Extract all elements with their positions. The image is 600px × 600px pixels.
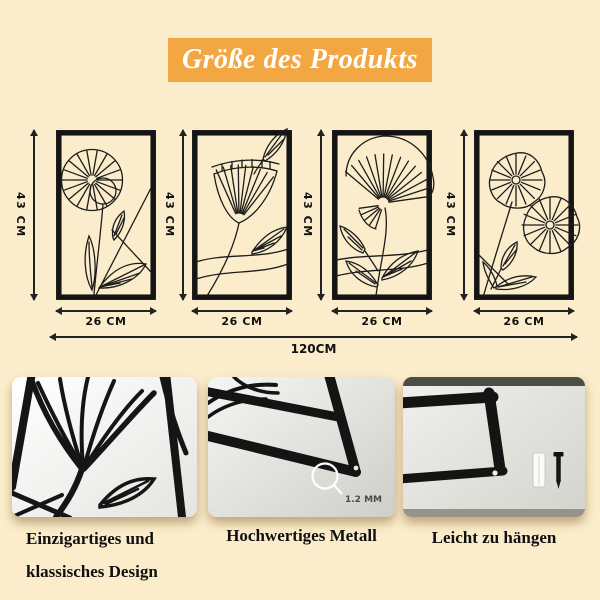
- height-label-2: 43 CM: [163, 192, 176, 238]
- wall-art-panel-3: [332, 130, 432, 300]
- height-arrow-4: [463, 130, 465, 300]
- width-arrow-2: [192, 310, 292, 312]
- total-width-arrow: [50, 336, 577, 338]
- height-arrow-3: [320, 130, 322, 300]
- height-arrow-1: [33, 130, 35, 300]
- height-label-4: 43 CM: [444, 192, 457, 238]
- width-label-4: 26 CM: [503, 315, 545, 328]
- screw-hole: [492, 470, 497, 475]
- width-label-1: 26 CM: [85, 315, 127, 328]
- width-label-3: 26 CM: [361, 315, 403, 328]
- wall-art-panel-2: [192, 130, 292, 300]
- height-label-3: 43 CM: [301, 192, 314, 238]
- feature-photo-hanging: [403, 377, 585, 517]
- width-arrow-1: [56, 310, 156, 312]
- thickness-label: 1.2 MM: [345, 495, 382, 505]
- width-label-2: 26 CM: [221, 315, 263, 328]
- panel-1-flower-art: [56, 130, 156, 300]
- wall-anchor: [533, 453, 545, 487]
- panel-2-flower-art: [192, 130, 292, 300]
- feature-photo-design: [12, 377, 197, 517]
- total-width-label: 120CM: [290, 342, 337, 356]
- wall-art-panel-4: [474, 130, 574, 300]
- width-arrow-3: [332, 310, 432, 312]
- feature-caption-hanging: Leicht zu hängen: [431, 528, 557, 547]
- width-arrow-4: [474, 310, 574, 312]
- panel-4-flower-art: [474, 130, 574, 300]
- panel-frame: [59, 133, 153, 297]
- feature-caption-design: Einzigartiges und klassisches Design: [26, 529, 158, 581]
- wall-art-panel-1: [56, 130, 156, 300]
- screw-hole: [354, 466, 359, 471]
- panel-3-flower-art: [332, 130, 432, 300]
- title-banner: [168, 38, 432, 82]
- panel-frame: [335, 133, 429, 297]
- height-arrow-2: [182, 130, 184, 300]
- page-title: Größe des Produkts: [181, 44, 419, 75]
- feature-photo-metal: [208, 377, 395, 517]
- feature-caption-metal: Hochwertiges Metall: [226, 526, 377, 545]
- height-label-1: 43 CM: [14, 192, 27, 238]
